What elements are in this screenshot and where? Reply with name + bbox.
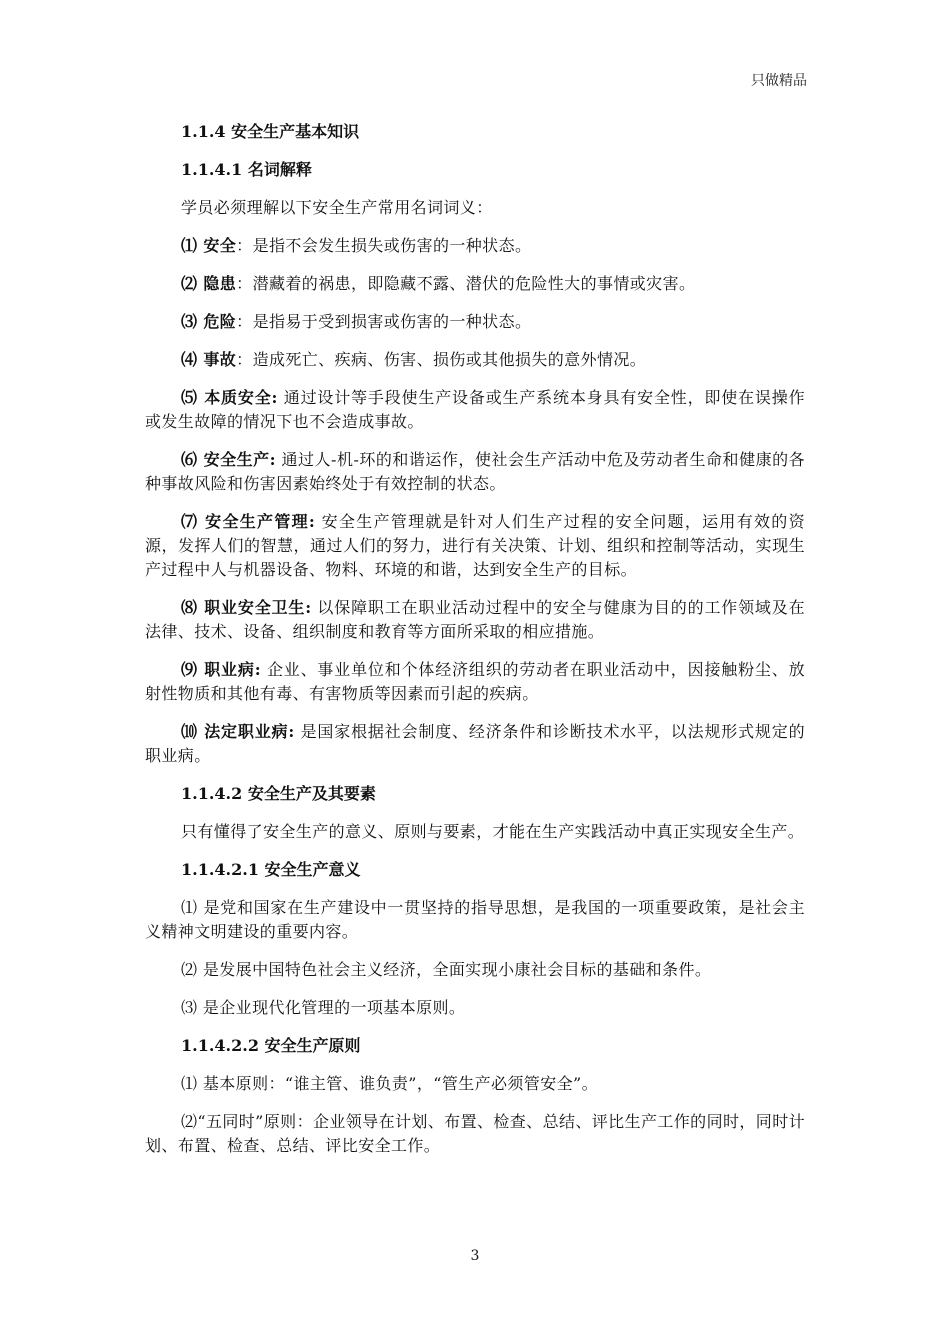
term-item: ⑵ 隐患：潜藏着的祸患，即隐藏不露、潜伏的危险性大的事情或灾害。: [181, 274, 696, 293]
term-item: ⑶ 危险：是指易于受到损害或伤害的一种状态。: [181, 312, 532, 331]
term-label: ⑵ 隐患: [181, 274, 237, 293]
term-item: ⑷ 事故：造成死亡、疾病、伤害、损伤或其他损失的意外情况。: [181, 350, 647, 369]
term-definition: 造成死亡、疾病、伤害、损伤或其他损失的意外情况。: [252, 350, 647, 369]
list-item: ⑶ 是企业现代化管理的一项基本原则。: [181, 998, 466, 1017]
term-definition: 通过人-机-环的和谐运作，使社会生产活动中危及劳动者生命和健康的各种事故风险和伤害因素始终处于有效控制的状态。: [145, 450, 805, 493]
term-label: ⑽ 法定职业病:: [181, 722, 295, 741]
term-item: [145, 596, 805, 644]
term-item: ⑴ 安全：是指不会发生损失或伤害的一种状态。: [181, 236, 532, 255]
section-heading-1-1-4-2-1: 1.1.4.2.1 安全生产意义: [181, 860, 361, 879]
term-definition: 是指不会发生损失或伤害的一种状态。: [252, 236, 532, 255]
section-heading-1-1-4: 1.1.4 安全生产基本知识: [181, 122, 360, 141]
term-item: [145, 658, 805, 706]
list-item: ⑵“五同时”原则：企业领导在计划、布置、检查、总结、评比生产工作的同时，同时计划、布置、检查、总结、评比安全工作。: [145, 1112, 805, 1155]
term-label: ⑸ 本质安全:: [181, 388, 278, 407]
term-item: [145, 386, 805, 434]
term-label: ⑻ 职业安全卫生:: [181, 598, 312, 617]
term-label: ⑼ 职业病:: [181, 660, 262, 679]
list-item: ⑴ 基本原则：“谁主管、谁负责”，“管生产必须管安全”。: [181, 1074, 599, 1093]
term-label: ⑴ 安全: [181, 236, 237, 255]
section-heading-1-1-4-2-2: 1.1.4.2.2 安全生产原则: [181, 1036, 361, 1055]
list-item: ⑵ 是发展中国特色社会主义经济，全面实现小康社会目标的基础和条件。: [181, 960, 712, 979]
term-item: [145, 510, 805, 582]
page-number: 3: [470, 1248, 480, 1264]
term-label: ⑺ 安全生产管理:: [181, 512, 316, 531]
header-tag: 只做精品: [751, 73, 807, 89]
term-definition: 以保障职工在职业活动过程中的安全与健康为目的的工作领域及在法律、技术、设备、组织制度和教育等方面所采取的相应措施。: [145, 598, 805, 641]
term-label: ⑶ 危险: [181, 312, 237, 331]
term-item: [145, 720, 805, 768]
term-item: [145, 448, 805, 496]
term-definition: 企业、事业单位和个体经济组织的劳动者在职业活动中，因接触粉尘、放射性物质和其他有毒、有害物质等因素而引起的疾病。: [145, 660, 805, 703]
section-heading-1-1-4-1: 1.1.4.1 名词解释: [181, 160, 312, 179]
term-label: ⑷ 事故: [181, 350, 237, 369]
term-definition: 是指易于受到损害或伤害的一种状态。: [252, 312, 532, 331]
paragraph: 只有懂得了安全生产的意义、原则与要素，才能在生产实践活动中真正实现安全生产。: [181, 822, 805, 841]
list-item: ⑴ 是党和国家在生产建设中一贯坚持的指导思想，是我国的一项重要政策，是社会主义精神文明建设的重要内容。: [145, 898, 805, 941]
term-definition: 是国家根据社会制度、经济条件和诊断技术水平，以法规形式规定的职业病。: [145, 722, 805, 765]
term-label: ⑹ 安全生产:: [181, 450, 276, 469]
term-definition: 潜藏着的祸患，即隐藏不露、潜伏的危险性大的事情或灾害。: [252, 274, 696, 293]
section-heading-1-1-4-2: 1.1.4.2 安全生产及其要素: [181, 784, 376, 803]
term-definition: 通过设计等手段使生产设备或生产系统本身具有安全性，即使在误操作或发生故障的情况下也不会造成事故。: [145, 388, 805, 431]
intro-paragraph: 学员必须理解以下安全生产常用名词词义：: [181, 198, 493, 217]
document-body: [145, 120, 805, 1172]
term-definition: 安全生产管理就是针对人们生产过程的安全问题，运用有效的资源，发挥人们的智慧，通过人们的努力，进行有关决策、计划、组织和控制等活动，实现生产过程中人与机器设备、物料、环境的和谐，达到安全生产的目标。: [145, 512, 806, 579]
